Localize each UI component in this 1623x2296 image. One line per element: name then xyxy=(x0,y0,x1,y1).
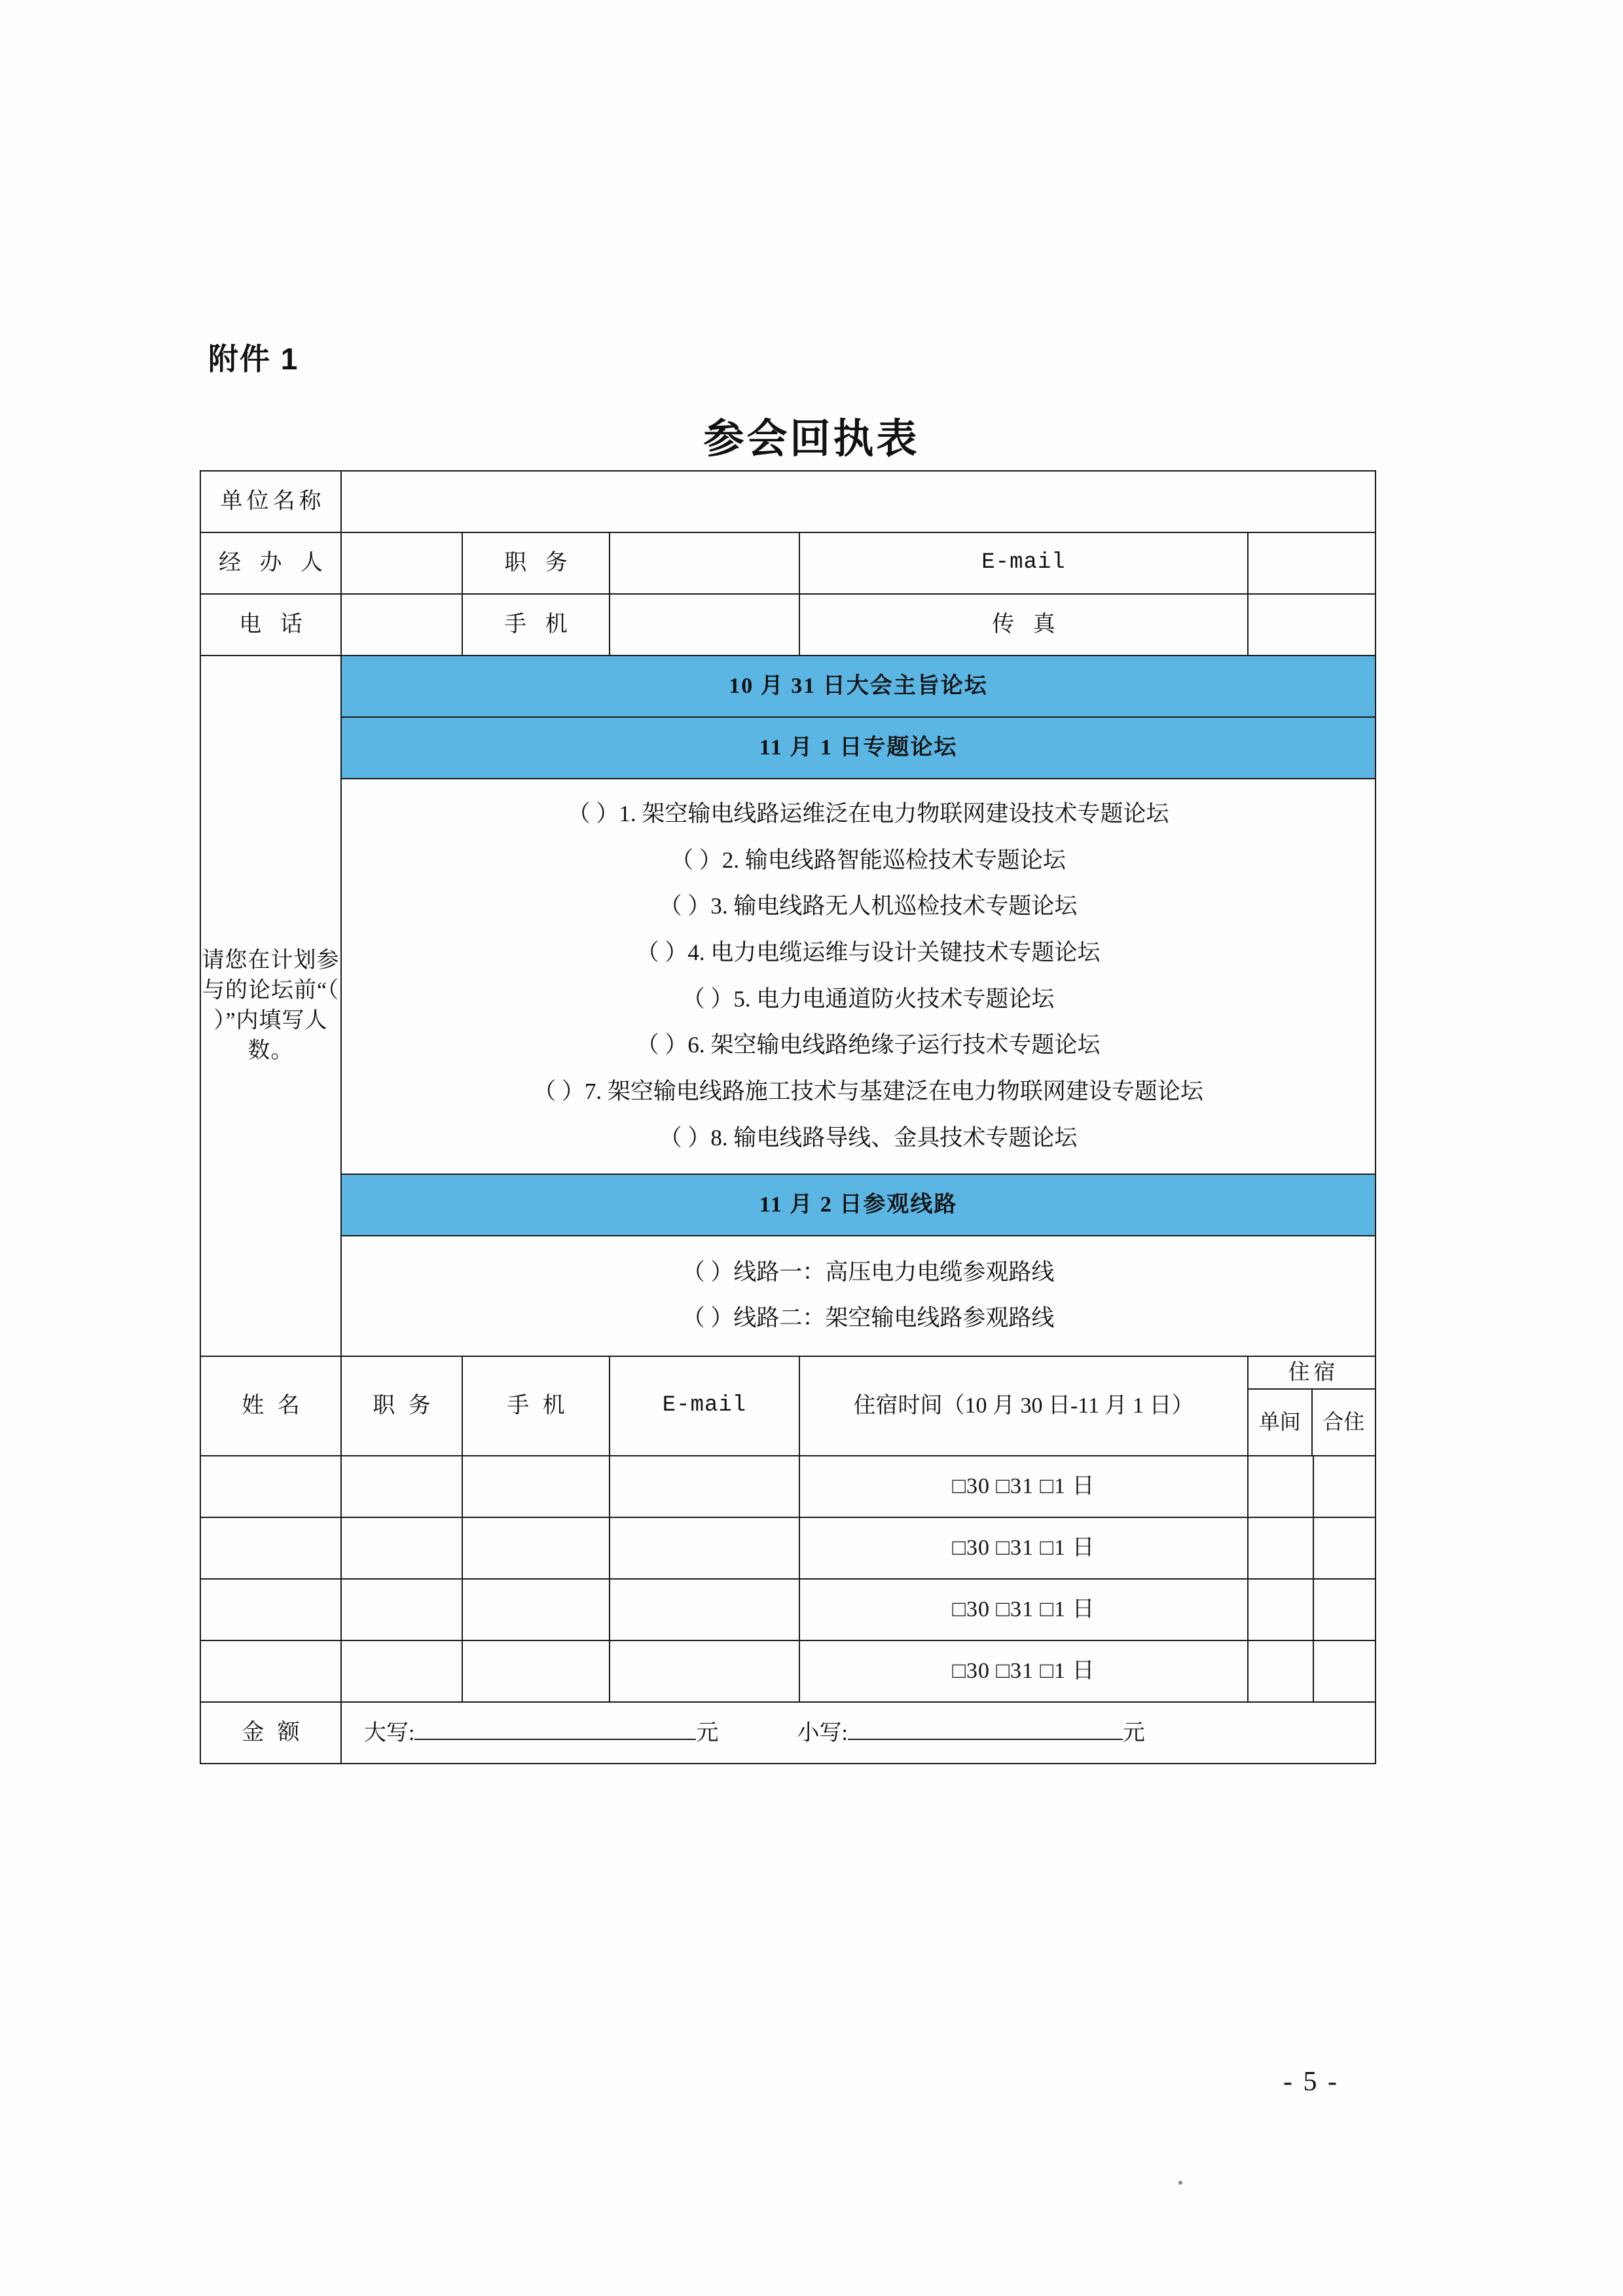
attendee-stay-checkboxes[interactable]: □30 □31 □1 日 xyxy=(799,1579,1248,1640)
route-item-1[interactable]: （ ）线路一：高压电力电缆参观路线 xyxy=(682,1259,1055,1285)
header-single-room: 单 间 xyxy=(1249,1390,1313,1455)
attendee-mobile-input[interactable] xyxy=(462,1640,610,1702)
attendee-shared-room-input[interactable] xyxy=(1313,1579,1376,1640)
table-row xyxy=(200,471,1376,532)
header-position: 职 务 xyxy=(341,1356,462,1456)
attendee-position-input[interactable] xyxy=(341,1640,462,1702)
forum-item-3[interactable]: （ ）3. 输电线路无人机巡检技术专题论坛 xyxy=(659,893,1078,919)
attendee-single-room-input[interactable] xyxy=(1248,1456,1313,1517)
table-row xyxy=(200,717,1376,779)
attendee-name-input[interactable] xyxy=(200,1456,341,1517)
table-row xyxy=(200,1456,1376,1517)
phone-label: 电 话 xyxy=(200,594,341,656)
attendee-email-input[interactable] xyxy=(610,1517,799,1579)
attendee-mobile-input[interactable] xyxy=(462,1517,610,1579)
table-row xyxy=(200,1640,1376,1702)
handler-input[interactable] xyxy=(341,532,462,594)
unit-name-label: 单位名称 xyxy=(200,471,341,532)
mobile-input[interactable] xyxy=(610,594,799,656)
header-stay-label: 住宿 xyxy=(1249,1357,1375,1390)
attachment-label: 附件 1 xyxy=(208,342,299,376)
forum-item-7[interactable]: （ ）7. 架空输电线路施工技术与基建泛在电力物联网建设专题论坛 xyxy=(533,1079,1203,1105)
table-row xyxy=(200,1579,1376,1640)
forum-item-8[interactable]: （ ）8. 输电线路导线、金具技术专题论坛 xyxy=(659,1124,1078,1151)
banner-keynote: 10 月 31 日大会主旨论坛 xyxy=(341,656,1376,717)
forum-item-5[interactable]: （ ）5. 电力电通道防火技术专题论坛 xyxy=(682,986,1055,1012)
attendee-mobile-input[interactable] xyxy=(462,1456,610,1517)
attendee-single-room-input[interactable] xyxy=(1248,1640,1313,1702)
fax-input[interactable] xyxy=(1248,594,1376,656)
attendee-stay-checkboxes[interactable]: □30 □31 □1 日 xyxy=(799,1517,1248,1579)
attendee-stay-checkboxes[interactable]: □30 □31 □1 日 xyxy=(799,1456,1248,1517)
amount-fields xyxy=(341,1702,1376,1764)
attendee-position-input[interactable] xyxy=(341,1579,462,1640)
route-list xyxy=(341,1236,1376,1356)
attendee-stay-checkboxes[interactable]: □30 □31 □1 日 xyxy=(799,1640,1248,1702)
attendee-name-input[interactable] xyxy=(200,1579,341,1640)
table-row xyxy=(200,656,1376,717)
forum-item-2[interactable]: （ ）2. 输电线路智能巡检技术专题论坛 xyxy=(670,847,1066,873)
page-title: 参会回执表 xyxy=(703,417,920,462)
header-name: 姓 名 xyxy=(200,1356,341,1456)
mobile-label: 手 机 xyxy=(462,594,610,656)
forum-item-6[interactable]: （ ）6. 架空输电线路绝缘子运行技术专题论坛 xyxy=(636,1032,1101,1058)
position-input[interactable] xyxy=(610,532,799,594)
attendee-email-input[interactable] xyxy=(610,1579,799,1640)
phone-input[interactable] xyxy=(341,594,462,656)
route-item-2[interactable]: （ ）线路二：架空输电线路参观路线 xyxy=(682,1305,1055,1331)
table-row xyxy=(200,594,1376,656)
amount-lowercase-input[interactable] xyxy=(848,1716,1123,1740)
amount-uppercase-input[interactable] xyxy=(414,1716,696,1740)
header-stay-group xyxy=(1248,1356,1376,1456)
attendee-shared-room-input[interactable] xyxy=(1313,1640,1376,1702)
attendee-single-room-input[interactable] xyxy=(1248,1517,1313,1579)
table-row xyxy=(200,1174,1376,1236)
position-label: 职 务 xyxy=(462,532,610,594)
banner-tour: 11 月 2 日参观线路 xyxy=(341,1174,1376,1236)
forum-list xyxy=(341,779,1376,1174)
unit-name-input[interactable] xyxy=(341,471,1376,532)
table-row xyxy=(200,532,1376,594)
attendee-email-input[interactable] xyxy=(610,1640,799,1702)
attendee-shared-room-input[interactable] xyxy=(1313,1517,1376,1579)
email-label: E-mail xyxy=(799,532,1248,594)
attendee-email-input[interactable] xyxy=(610,1456,799,1517)
amount-uppercase-unit: 元 xyxy=(696,1721,719,1746)
page-number: - 5 - xyxy=(1283,2067,1339,2097)
table-row xyxy=(200,779,1376,1174)
header-email: E-mail xyxy=(610,1356,799,1456)
registration-form-table xyxy=(200,470,1376,1764)
attendee-name-input[interactable] xyxy=(200,1517,341,1579)
attendee-position-input[interactable] xyxy=(341,1456,462,1517)
amount-row xyxy=(200,1702,1376,1764)
fax-label: 传 真 xyxy=(799,594,1248,656)
amount-label: 金 额 xyxy=(200,1702,341,1764)
attendee-mobile-input[interactable] xyxy=(462,1579,610,1640)
header-shared-room: 合 住 xyxy=(1322,1409,1365,1434)
attendee-shared-room-input[interactable] xyxy=(1313,1456,1376,1517)
attendee-single-room-input[interactable] xyxy=(1248,1579,1313,1640)
stray-mark xyxy=(1178,2181,1182,2185)
header-stay-time: 住宿时间（10 月 30 日-11 月 1 日） xyxy=(799,1356,1248,1456)
attendee-header-row xyxy=(200,1356,1376,1456)
handler-label: 经 办 人 xyxy=(200,532,341,594)
attendee-name-input[interactable] xyxy=(200,1640,341,1702)
amount-lowercase-label: 小写: xyxy=(797,1721,848,1746)
attendee-position-input[interactable] xyxy=(341,1517,462,1579)
banner-thematic: 11 月 1 日专题论坛 xyxy=(341,717,1376,779)
header-mobile: 手 机 xyxy=(462,1356,610,1456)
forum-item-1[interactable]: （ ）1. 架空输电线路运维泛在电力物联网建设技术专题论坛 xyxy=(567,801,1169,826)
forum-instruction-note: 请您在计划参与的论坛前“（ ）”内填写人数。 xyxy=(200,656,341,1356)
email-input[interactable] xyxy=(1248,532,1376,594)
table-row xyxy=(200,1517,1376,1579)
table-row xyxy=(200,1236,1376,1356)
forum-item-4[interactable]: （ ）4. 电力电缆运维与设计关键技术专题论坛 xyxy=(636,940,1101,966)
amount-lowercase-unit: 元 xyxy=(1122,1721,1145,1746)
amount-uppercase-label: 大写: xyxy=(364,1721,415,1746)
